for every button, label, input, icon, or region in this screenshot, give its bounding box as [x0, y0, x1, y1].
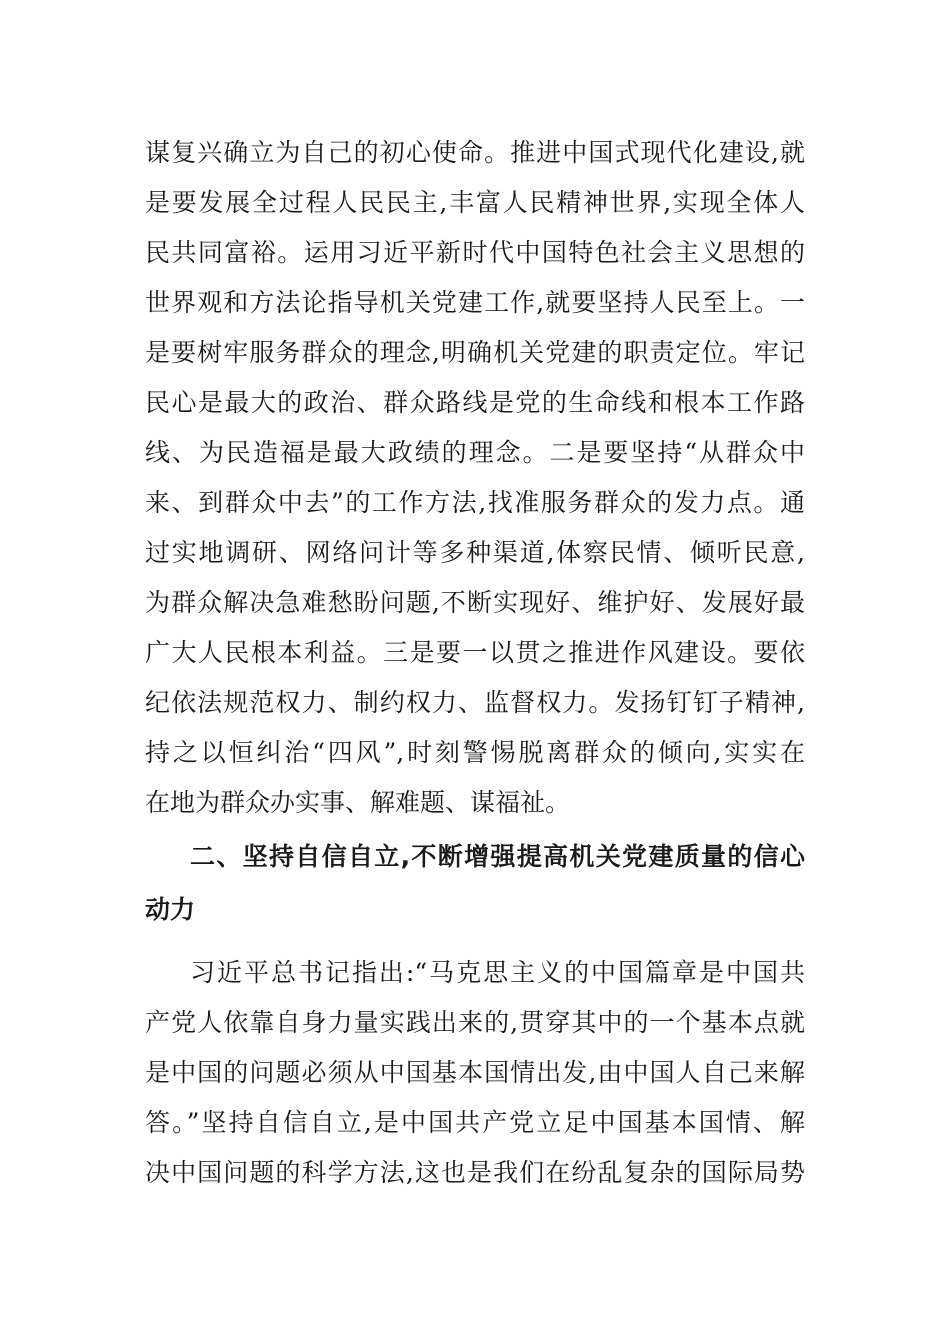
paragraph-line: 来、到群众中去”的工作方法,找准服务群众的发力点。通 [145, 488, 805, 517]
paragraph-line: 民心是最大的政治、群众路线是党的生命线和根本工作路 [145, 388, 805, 417]
paragraph-line: 习近平总书记指出:“马克思主义的中国篇章是中国共 [190, 958, 805, 987]
paragraph-line: 纪依法规范权力、制约权力、监督权力。发扬钉钉子精神, [145, 688, 805, 717]
paragraph-line: 是中国的问题必须从中国基本国情出发,由中国人自己来解 [145, 1058, 805, 1087]
paragraph-line: 决中国问题的科学方法,这也是我们在纷乱复杂的国际局势 [145, 1158, 805, 1187]
heading-line: 二、坚持自信自立,不断增强提高机关党建质量的信心 [190, 842, 805, 871]
paragraph-line: 是要树牢服务群众的理念,明确机关党建的职责定位。牢记 [145, 338, 805, 367]
paragraph-line: 在地为群众办实事、解难题、谋福祉。 [145, 788, 571, 817]
paragraph-line: 世界观和方法论指导机关党建工作,就要坚持人民至上。一 [145, 288, 805, 317]
paragraph-line: 产党人依靠自身力量实践出来的,贯穿其中的一个基本点就 [145, 1008, 805, 1037]
paragraph-line: 为群众解决急难愁盼问题,不断实现好、维护好、发展好最 [145, 588, 805, 617]
paragraph-line: 持之以恒纠治“四风”,时刻警惕脱离群众的倾向,实实在 [145, 738, 805, 767]
paragraph-line: 民共同富裕。运用习近平新时代中国特色社会主义思想的 [145, 238, 805, 267]
paragraph-line: 答。”坚持自信自立,是中国共产党立足中国基本国情、解 [145, 1108, 805, 1137]
paragraph-line: 谋复兴确立为自己的初心使命。推进中国式现代化建设,就 [145, 138, 805, 167]
paragraph-line: 是要发展全过程人民民主,丰富人民精神世界,实现全体人 [145, 188, 805, 217]
paragraph-line: 过实地调研、网络问计等多种渠道,体察民情、倾听民意, [145, 538, 805, 567]
heading-line: 动力 [145, 895, 196, 924]
paragraph-line: 线、为民造福是最大政绩的理念。二是要坚持“从群众中 [145, 438, 805, 467]
paragraph-line: 广大人民根本利益。三是要一以贯之推进作风建设。要依 [145, 638, 805, 667]
